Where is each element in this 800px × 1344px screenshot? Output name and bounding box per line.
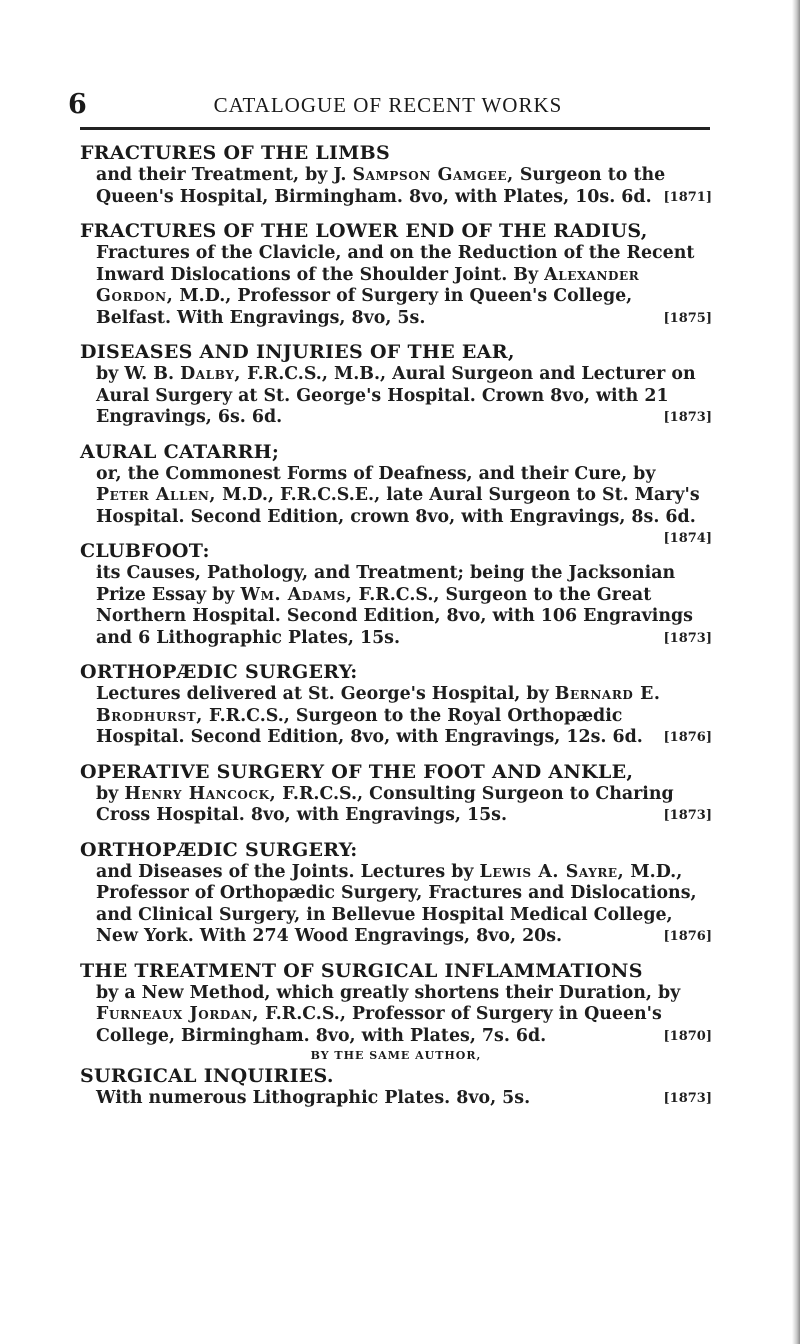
entry-text: and their Treatment, by J. bbox=[96, 165, 353, 185]
catalogue-entry bbox=[80, 142, 712, 208]
entry-text: by W. B. bbox=[96, 364, 181, 384]
catalogue-entry bbox=[80, 761, 712, 827]
entry-text: M.D., Professor of Surgery in Queen's College, Belfast. With Engravings, 8vo, 5s. bbox=[96, 286, 633, 328]
entry-year: [1876] bbox=[663, 730, 712, 745]
entry-title: THE TREATMENT OF SURGICAL INFLAMMATIONS bbox=[80, 959, 643, 982]
page-header bbox=[68, 90, 708, 120]
entry-title: ORTHOPÆDIC SURGERY: bbox=[80, 661, 358, 683]
entry-author: Wm. Adams, bbox=[240, 584, 353, 605]
entry-title: ORTHOPÆDIC SURGERY: bbox=[80, 838, 358, 861]
entry-author: Peter Allen, bbox=[96, 485, 217, 505]
catalogue-entry bbox=[80, 440, 712, 546]
entry-title: OPERATIVE SURGERY OF THE FOOT AND ANKLE, bbox=[80, 760, 634, 783]
entry-text: Fractures of the Clavicle, and on the Reduction of the Recent Inward Dislocations of the Shoulder Joint. By bbox=[96, 243, 695, 285]
running-title: CATALOGUE OF RECENT WORKS bbox=[213, 93, 563, 117]
entry-title: FRACTURES OF THE LOWER END OF THE RADIUS, bbox=[80, 220, 648, 242]
entry-year: [1875] bbox=[663, 310, 712, 326]
same-author-byline: BY THE SAME AUTHOR, bbox=[310, 1049, 482, 1062]
page-edge-shadow bbox=[792, 0, 800, 1344]
entry-title: DISEASES AND INJURIES OF THE EAR, bbox=[80, 341, 515, 363]
entry-year: [1873] bbox=[663, 630, 712, 646]
entry-title: AURAL CATARRH; bbox=[80, 440, 280, 463]
catalogue-entry bbox=[80, 341, 712, 429]
entry-description bbox=[96, 983, 712, 1048]
entry-text: Surgeon to the Queen's Hospital, Birmingham. 8vo, with Plates, 10s. 6d. bbox=[96, 165, 666, 207]
entry-text: by bbox=[96, 783, 125, 804]
catalogue-entries bbox=[80, 142, 712, 1122]
entry-author: Bernard E. Brodhurst, bbox=[96, 684, 661, 726]
entry-text: its Causes, Pathology, and Treatment; being the Jacksonian Prize Essay by bbox=[96, 563, 676, 605]
entry-year: [1873] bbox=[663, 410, 712, 425]
entry-text: or, the Commonest Forms of Deafness, and their Cure, by bbox=[96, 463, 656, 484]
entry-author: Furneaux Jordan, bbox=[96, 1004, 260, 1024]
entry-text: F.R.C.S., M.B., Aural Surgeon and Lecturer on Aural Surgery at St. George's Hospital. Crown 8vo, with 21 Engravings, 6s. 6d. bbox=[96, 364, 696, 427]
catalogue-entry bbox=[80, 540, 712, 649]
entry-title: CLUBFOOT: bbox=[80, 540, 210, 562]
catalogue-entry bbox=[80, 839, 712, 948]
entry-title: SURGICAL INQUIRIES. bbox=[80, 1065, 334, 1087]
entry-year: [1874] bbox=[663, 531, 712, 546]
entry-text: Lectures delivered at St. George's Hospital, by bbox=[96, 684, 555, 704]
entry-description bbox=[96, 862, 712, 948]
entry-year: [1873] bbox=[663, 1091, 712, 1106]
entry-author: Alexander Gordon, bbox=[96, 264, 640, 306]
entry-description bbox=[96, 563, 712, 649]
page-number: 6 bbox=[68, 89, 87, 120]
header-rule bbox=[80, 127, 710, 130]
entry-description bbox=[96, 243, 712, 329]
entry-description bbox=[96, 684, 712, 749]
catalogue-entry bbox=[80, 1065, 712, 1110]
entry-description bbox=[96, 1088, 712, 1110]
entry-description bbox=[96, 364, 712, 429]
entry-year: [1871] bbox=[663, 189, 712, 205]
entry-title: FRACTURES OF THE LIMBS bbox=[80, 142, 390, 164]
entry-text: M.D., Professor of Orthopædic Surgery, Fractures and Dislocations, and Clinical Surgery, in Bellevue Hospital Medical College, New York. With 274 Wood Engravings, 8vo, 20s. bbox=[96, 861, 697, 946]
entry-text: F.R.C.S., Surgeon to the Royal Orthopædic Hospital. Second Edition, 8vo, with Engravings, 12s. 6d. bbox=[96, 705, 643, 747]
entry-text: F.R.C.S., Consulting Surgeon to Charing Cross Hospital. 8vo, with Engravings, 15s. bbox=[96, 783, 674, 825]
entry-text: F.R.C.S., Surgeon to the Great Northern Hospital. Second Edition, 8vo, with 106 Engravings and 6 Lithographic Plates, 15s. bbox=[96, 584, 693, 648]
entry-year: [1876] bbox=[663, 929, 712, 944]
entry-description bbox=[96, 463, 712, 546]
catalogue-entry bbox=[80, 220, 712, 329]
entry-year: [1873] bbox=[663, 808, 712, 823]
entry-author: Sampson Gamgee, bbox=[352, 165, 514, 185]
catalogue-entry bbox=[80, 661, 712, 749]
entry-description bbox=[96, 784, 712, 827]
entry-text: and Diseases of the Joints. Lectures by bbox=[96, 861, 480, 882]
entry-text: With numerous Lithographic Plates. 8vo, 5s. bbox=[96, 1088, 531, 1108]
entry-text: M.D., F.R.C.S.E., late Aural Surgeon to St. Mary's Hospital. Second Edition, crown 8vo, with Engravings, 8s. 6d. bbox=[96, 485, 700, 527]
entry-description bbox=[96, 165, 712, 208]
entry-text: by a New Method, which greatly shortens their Duration, by bbox=[96, 982, 681, 1003]
entry-author: Dalby, bbox=[180, 364, 242, 384]
entry-text: F.R.C.S., Professor of Surgery in Queen's College, Birmingham. 8vo, with Plates, 7s. 6d. bbox=[96, 1004, 662, 1046]
entry-author: Henry Hancock, bbox=[124, 783, 277, 804]
catalogue-entry bbox=[80, 960, 712, 1064]
entry-year: [1870] bbox=[663, 1028, 712, 1044]
entry-author: Lewis A. Sayre, bbox=[479, 861, 625, 882]
